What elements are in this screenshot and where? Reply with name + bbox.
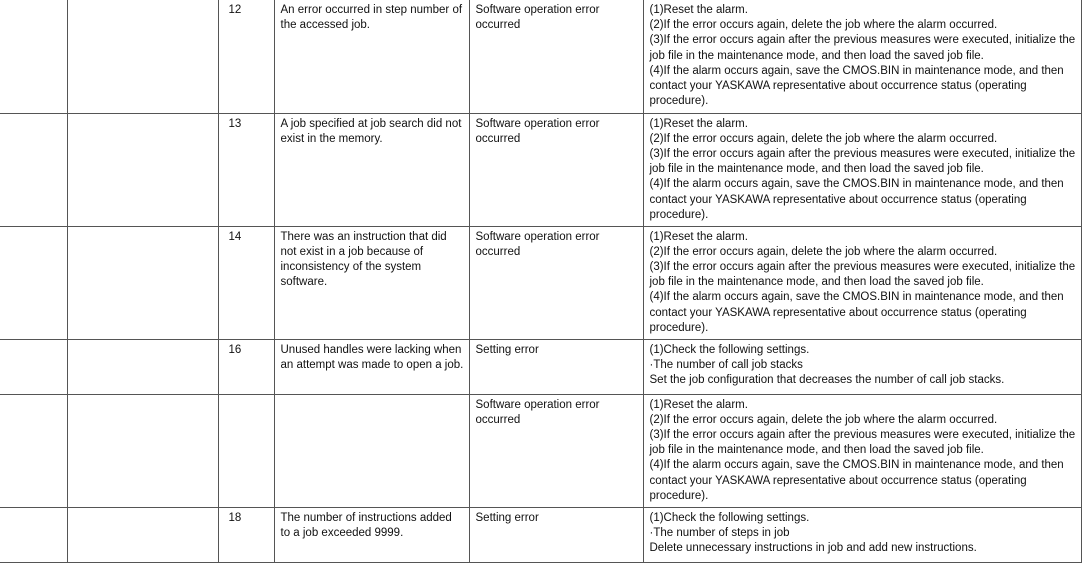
table-row xyxy=(0,0,1081,113)
sub-code-cell: 14 xyxy=(218,226,274,339)
cause-cell: Software operation error occurred xyxy=(469,113,643,226)
table-row xyxy=(0,113,1081,226)
remedy-cell: (1)Check the following settings. ·The number of steps in job Delete unnecessary instructions in job and add new instructions. xyxy=(643,507,1081,562)
alarm-name-cell xyxy=(67,507,218,562)
cause-cell: Software operation error occurred xyxy=(469,394,643,507)
table-row xyxy=(0,226,1081,339)
sub-code-cell: 16 xyxy=(218,339,274,394)
alarm-number-cell xyxy=(0,0,67,113)
remedy-cell: (1)Reset the alarm. (2)If the error occurs again, delete the job where the alarm occurred. (3)If the error occurs again after the previous measures were executed, initialize the job file in the maintenance mode, and then load the saved job file. (4)If the alarm occurs again, save the CMOS.BIN in maintenance mode, and then contact your YASKAWA representative about occurrence status (operating procedure). xyxy=(643,113,1081,226)
alarm-number-cell xyxy=(0,339,67,394)
alarm-number-cell xyxy=(0,113,67,226)
remedy-cell: (1)Reset the alarm. (2)If the error occurs again, delete the job where the alarm occurred. (3)If the error occurs again after the previous measures were executed, initialize the job file in the maintenance mode, and then load the saved job file. (4)If the alarm occurs again, save the CMOS.BIN in maintenance mode, and then contact your YASKAWA representative about occurrence status (operating procedure). xyxy=(643,394,1081,507)
sub-code-cell: 18 xyxy=(218,507,274,562)
alarm-name-cell xyxy=(67,339,218,394)
alarm-name-cell xyxy=(67,113,218,226)
alarm-number-cell xyxy=(0,394,67,507)
meaning-cell: An error occurred in step number of the accessed job. xyxy=(274,0,469,113)
sub-code-cell: 12 xyxy=(218,0,274,113)
remedy-cell: (1)Reset the alarm. (2)If the error occurs again, delete the job where the alarm occurred. (3)If the error occurs again after the previous measures were executed, initialize the job file in the maintenance mode, and then load the saved job file. (4)If the alarm occurs again, save the CMOS.BIN in maintenance mode, and then contact your YASKAWA representative about occurrence status (operating procedure). xyxy=(643,226,1081,339)
sub-code-cell xyxy=(218,394,274,507)
remedy-cell: (1)Reset the alarm. (2)If the error occurs again, delete the job where the alarm occurred. (3)If the error occurs again after the previous measures were executed, initialize the job file in the maintenance mode, and then load the saved job file. (4)If the alarm occurs again, save the CMOS.BIN in maintenance mode, and then contact your YASKAWA representative about occurrence status (operating procedure). xyxy=(643,0,1081,113)
alarm-name-cell xyxy=(67,0,218,113)
alarm-number-cell xyxy=(0,226,67,339)
sub-code-cell: 13 xyxy=(218,113,274,226)
cause-cell: Setting error xyxy=(469,507,643,562)
meaning-cell: A job specified at job search did not exist in the memory. xyxy=(274,113,469,226)
cause-cell: Setting error xyxy=(469,339,643,394)
table-row xyxy=(0,507,1081,562)
meaning-cell xyxy=(274,394,469,507)
alarm-name-cell xyxy=(67,394,218,507)
remedy-cell: (1)Check the following settings. ·The number of call job stacks Set the job configuration that decreases the number of call job stacks. xyxy=(643,339,1081,394)
cause-cell: Software operation error occurred xyxy=(469,226,643,339)
alarm-number-cell xyxy=(0,507,67,562)
meaning-cell: There was an instruction that did not exist in a job because of inconsistency of the system software. xyxy=(274,226,469,339)
meaning-cell: The number of instructions added to a job exceeded 9999. xyxy=(274,507,469,562)
cause-cell: Software operation error occurred xyxy=(469,0,643,113)
meaning-cell: Unused handles were lacking when an attempt was made to open a job. xyxy=(274,339,469,394)
table-row xyxy=(0,339,1081,394)
table-row xyxy=(0,394,1081,507)
alarm-name-cell xyxy=(67,226,218,339)
